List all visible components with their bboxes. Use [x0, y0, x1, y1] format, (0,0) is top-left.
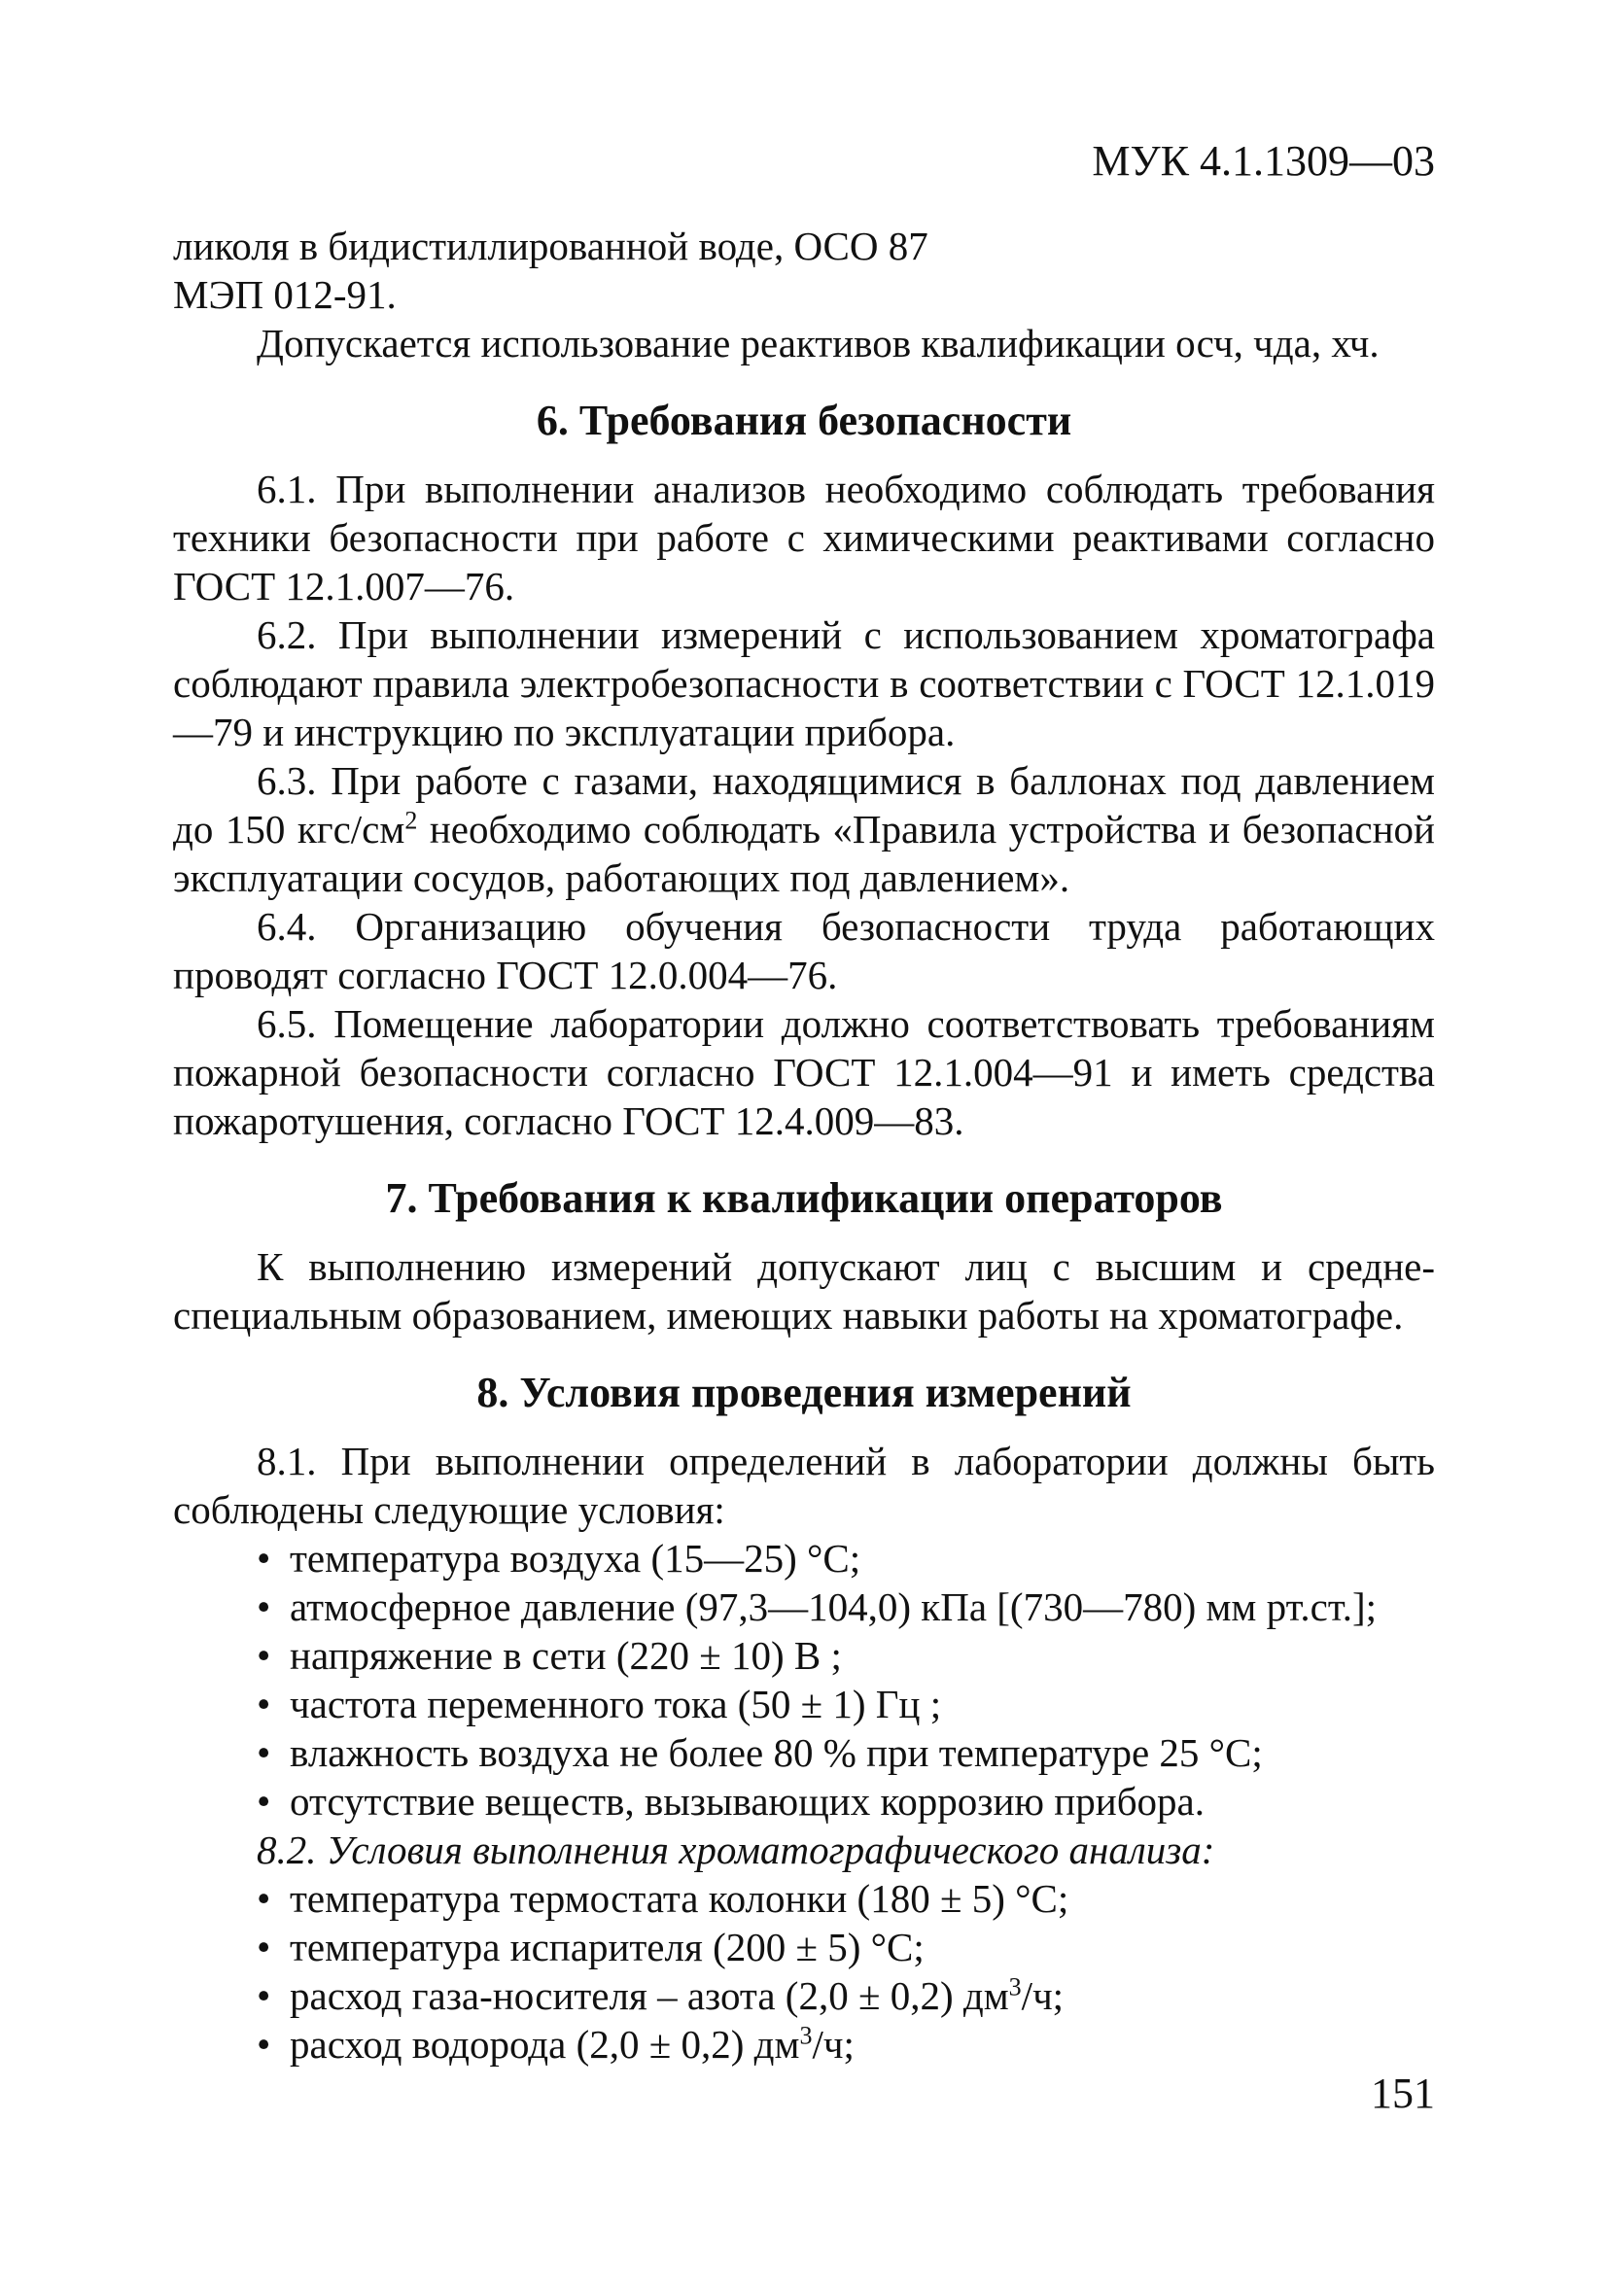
paragraph-6-3 [173, 756, 1435, 902]
paragraph-8-1: 8.1. При выполнении определений в лаборатории должны быть соблюдены следующие условия: [173, 1439, 1435, 1532]
list-item [257, 1971, 1435, 2020]
paragraph-6-4: 6.4. Организацию обучения безопасности труда работающих проводят согласно ГОСТ 12.0.004—76. [173, 904, 1435, 997]
paragraph-6-2: 6.2. При выполнении измерений с использованием хроматографа соблюдают правила электробезопасности в соответствии с ГОСТ 12.1.019—79 и инструкцию по эксплуатации прибора. [173, 612, 1435, 754]
paragraph-7: К выполнению измерений допускают лиц с высшим и среднеспециальным образованием, имеющих навыки работы на хроматографе. [173, 1244, 1435, 1338]
document-code: МУК 4.1.1309—03 [1092, 137, 1435, 185]
carrier-gas-text: расход газа-носителя – азота (2,0 ± 0,2) дм [290, 1973, 1009, 2018]
list-item: • напряжение в сети (220 ± 10) В ; [257, 1631, 1435, 1680]
reagents-note: Допускается использование реактивов квалификации осч, чда, хч. [257, 321, 1380, 365]
paragraph-6-3-part-a: 6.3. При работе с газами, находящимися в баллонах под давлением до 150 кгс/см [173, 758, 1435, 852]
section-7-title: 7. Требования к квалификации операторов [385, 1174, 1223, 1222]
section-6-title: 6. Требования безопасности [536, 397, 1072, 444]
chromatography-conditions-list [173, 1874, 1435, 2069]
list-item: • температура воздуха (15—25) °С; [257, 1534, 1435, 1583]
hydrogen-text: расход водорода (2,0 ± 0,2) дм [290, 2022, 800, 2067]
intro-paragraph [173, 222, 1435, 319]
superscript-3: 3 [1008, 1972, 1022, 2001]
section-8-title: 8. Условия проведения измерений [476, 1369, 1132, 1416]
list-item: • температура испарителя (200 ± 5) °С; [257, 1923, 1435, 1971]
paragraph-6-5: 6.5. Помещение лаборатории должно соответствовать требованиям пожарной безопасности согласно ГОСТ 12.1.004—91 и иметь средства пожаротушения, согласно ГОСТ 12.4.009—83. [173, 1001, 1435, 1143]
list-item: • атмосферное давление (97,3—104,0) кПа [(730—780) мм рт.ст.]; [257, 1583, 1435, 1631]
intro-line-1: ликоля в бидистиллированной воде, ОСО 87 [173, 224, 928, 268]
superscript-3: 3 [799, 2021, 813, 2050]
paragraph-8-2: 8.2. Условия выполнения хроматографического анализа: [257, 1827, 1215, 1872]
page-number: 151 [1371, 2070, 1435, 2117]
list-item: • частота переменного тока (50 ± 1) Гц ; [257, 1680, 1435, 1728]
document-body [173, 222, 1435, 2069]
list-item: • отсутствие веществ, вызывающих коррозию прибора. [257, 1777, 1435, 1826]
hydrogen-unit: /ч; [812, 2022, 855, 2067]
intro-line-2: МЭП 012-91. [173, 272, 397, 317]
paragraph-6-1: 6.1. При выполнении анализов необходимо соблюдать требования техники безопасности при работе с химическими реактивами согласно ГОСТ 12.1.007—76. [173, 467, 1435, 609]
paragraph-6-3-part-b: необходимо соблюдать «Правила устройства и безопасной эксплуатации сосудов, работающих под давлением». [173, 807, 1435, 900]
carrier-gas-unit: /ч; [1021, 1973, 1065, 2018]
lab-conditions-list [173, 1534, 1435, 1826]
list-item: • температура термостата колонки (180 ± 5) °С; [257, 1874, 1435, 1923]
list-item [257, 2020, 1435, 2069]
superscript-2: 2 [404, 806, 418, 835]
list-item: • влажность воздуха не более 80 % при температуре 25 °С; [257, 1728, 1435, 1777]
